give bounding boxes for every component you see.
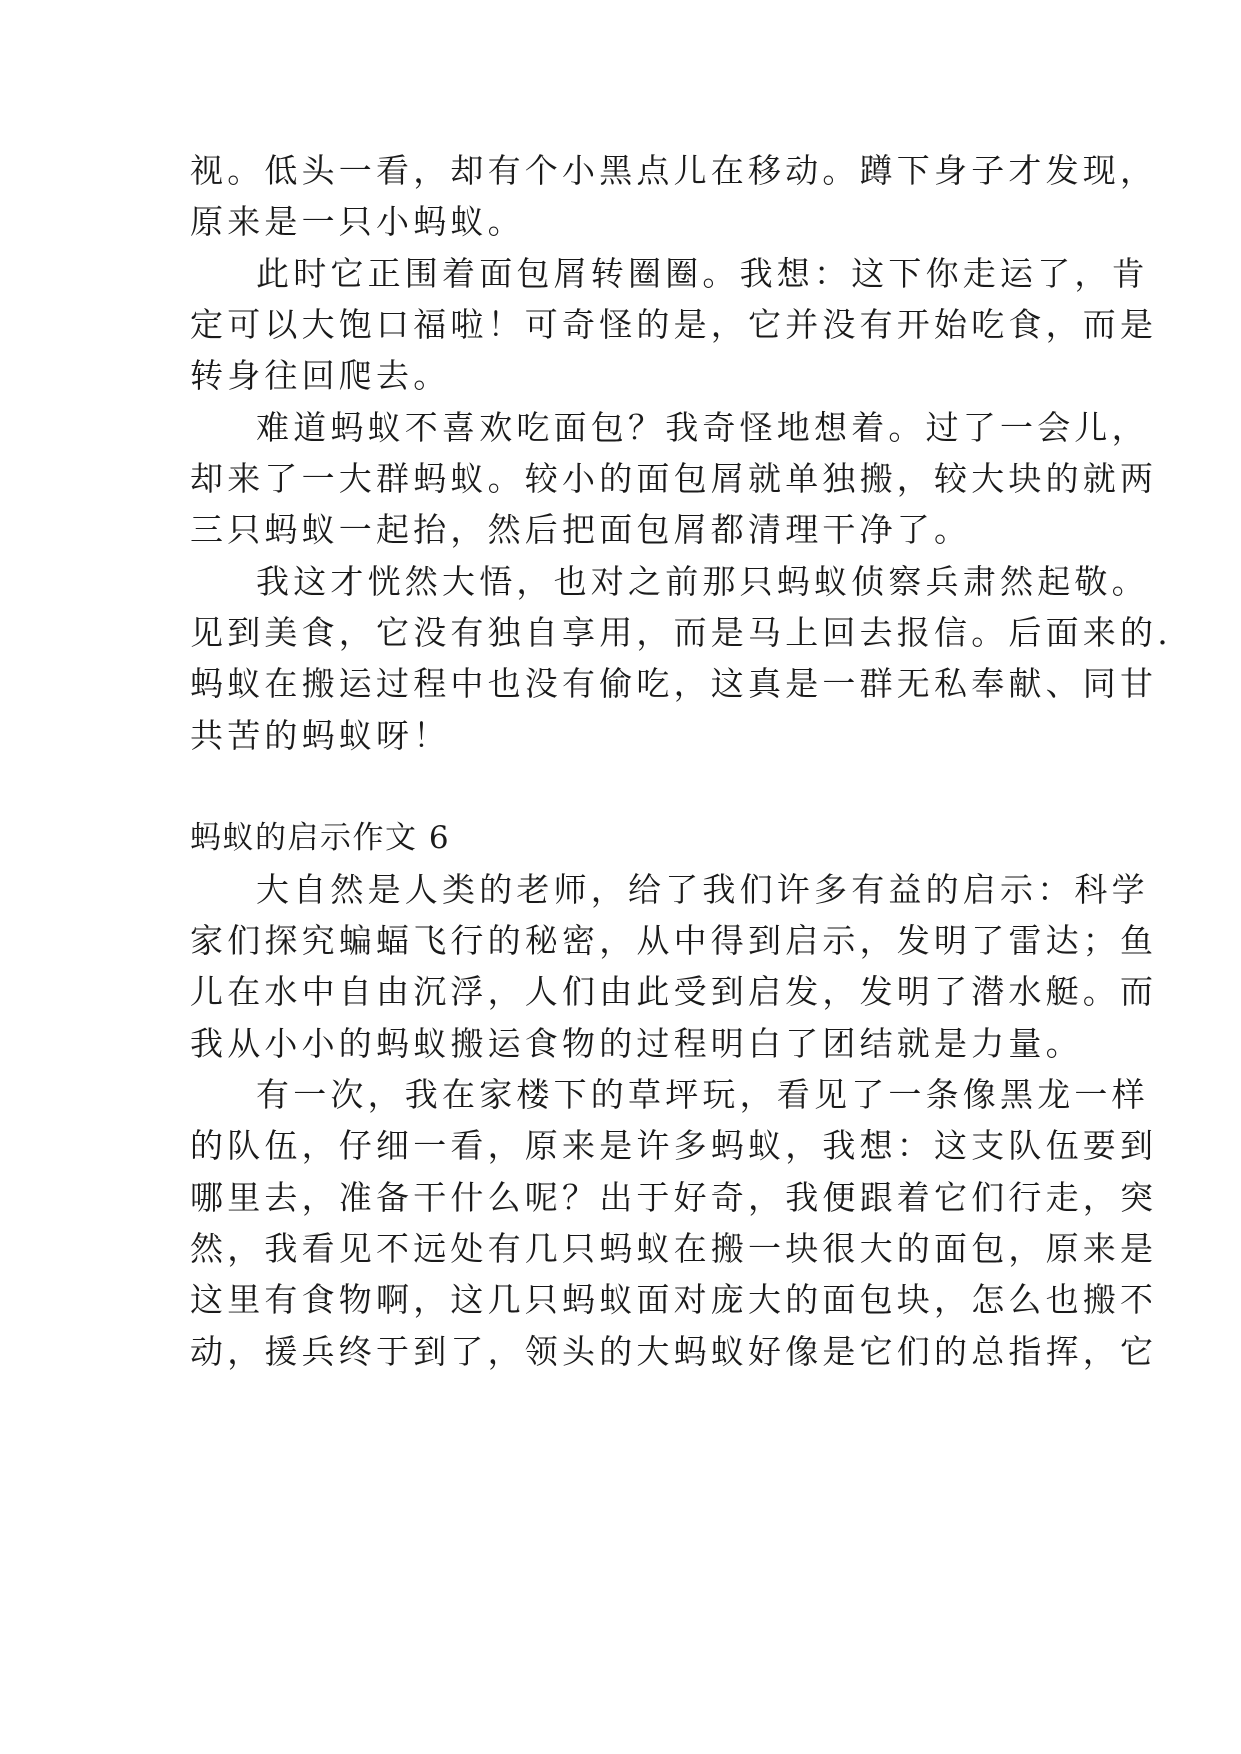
text-line: 蚂蚁在搬运过程中也没有偷吃，这真是一群无私奉献、同甘 <box>190 664 1158 703</box>
section-title: 蚂蚁的启示作文 6 <box>190 820 451 856</box>
text-line: 三只蚂蚁一起抬，然后把面包屑都清理干净了。 <box>190 510 972 549</box>
text-line: 然，我看见不远处有几只蚂蚁在搬一块很大的面包，原来是 <box>190 1229 1158 1268</box>
text-line: 哪里去，准备干什么呢？出于好奇，我便跟着它们行走，突 <box>190 1178 1158 1217</box>
paragraph-start-line: 大自然是人类的老师，给了我们许多有益的启示：科学 <box>256 870 1149 909</box>
text-line: 这里有食物啊，这几只蚂蚁面对庞大的面包块，怎么也搬不 <box>190 1280 1158 1319</box>
text-line: 转身往回爬去。 <box>190 356 451 395</box>
text-line: 共苦的蚂蚁呀！ <box>190 716 451 755</box>
paragraph-start-line: 有一次，我在家楼下的草坪玩，看见了一条像黑龙一样 <box>256 1075 1149 1114</box>
paragraph-start-line: 此时它正围着面包屑转圈圈。我想：这下你走运了，肯 <box>256 254 1149 293</box>
text-line: 原来是一只小蚂蚁。 <box>190 202 525 241</box>
text-line: 我从小小的蚂蚁搬运食物的过程明白了团结就是力量。 <box>190 1024 1083 1063</box>
text-line: 动，援兵终于到了，领头的大蚂蚁好像是它们的总指挥，它 <box>190 1332 1158 1371</box>
text-line: 的队伍，仔细一看，原来是许多蚂蚁，我想：这支队伍要到 <box>190 1126 1158 1165</box>
text-line: 儿在水中自由沉浮，人们由此受到启发，发明了潜水艇。而 <box>190 972 1158 1011</box>
text-line: 却来了一大群蚂蚁。较小的面包屑就单独搬，较大块的就两 <box>190 459 1158 498</box>
text-line: 见到美食，它没有独自享用，而是马上回去报信。后面来的. <box>190 613 1172 652</box>
text-line: 视。低头一看，却有个小黑点儿在移动。蹲下身子才发现， <box>190 151 1158 190</box>
paragraph-start-line: 难道蚂蚁不喜欢吃面包？我奇怪地想着。过了一会儿， <box>256 408 1149 447</box>
paragraph-start-line: 我这才恍然大悟，也对之前那只蚂蚁侦察兵肃然起敬。 <box>256 562 1149 601</box>
text-line: 定可以大饱口福啦！可奇怪的是，它并没有开始吃食，而是 <box>190 305 1158 344</box>
text-line: 家们探究蝙蝠飞行的秘密，从中得到启示，发明了雷达；鱼 <box>190 921 1158 960</box>
